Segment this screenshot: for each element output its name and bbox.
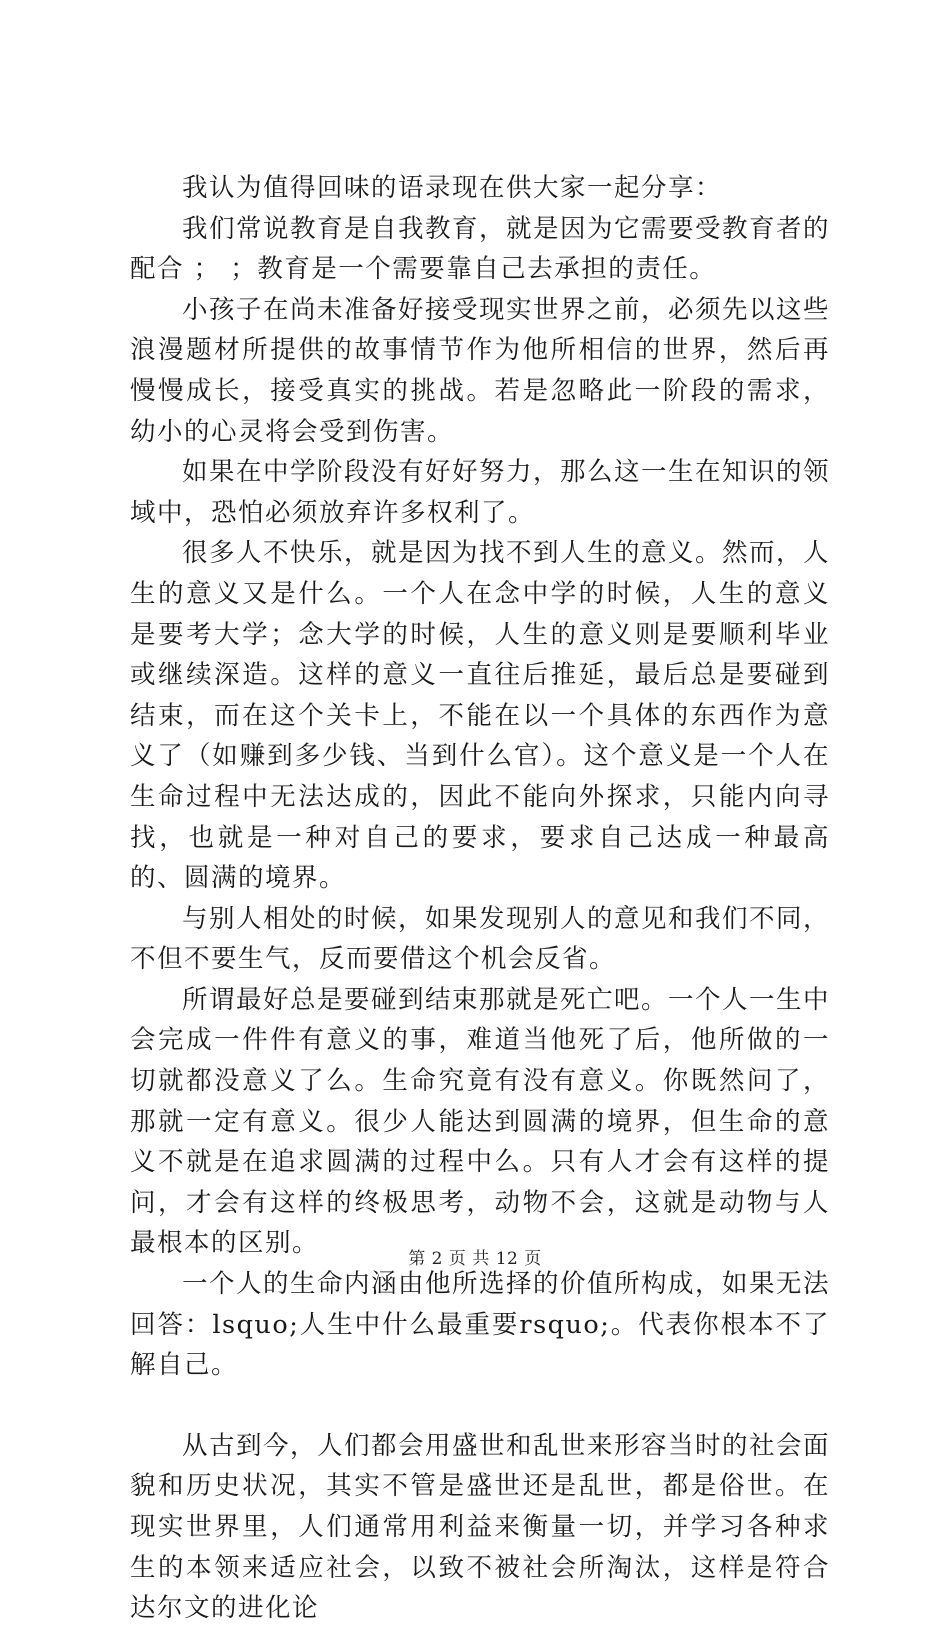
paragraph-secular-world: 从古到今，人们都会用盛世和乱世来形容当时的社会面貌和历史状况，其实不管是盛世还是乱世，都是俗世。在现实世界里，人们通常用利益来衡量一切，并学习各种求生的本领来适应社会，以致不被社会所淘汰，这样是符合达尔文的进化论 [130,1430,831,1624]
paragraph-meaning-of-life: 很多人不快乐，就是因为找不到人生的意义。然而，人生的意义又是什么。一个人在念中学的时候，人生的意义是要考大学；念大学的时候，人生的意义则是要顺利毕业或继续深造。这样的意义一直往后推延，最后总是要碰到结束，而在这个关卡上，不能在以一个具体的东西作为意义了（如赚到多少钱、当到什么官）。这个意义是一个人在生命过程中无法达成的，因此不能向外探求，只能内向寻找，也就是一种对自己的要求，要求自己达成一种最高的、圆满的境界。 [130,538,831,894]
paragraph-getting-along: 与别人相处的时候，如果发现别人的意见和我们不同，不但不要生气，反而要借这个机会反省。 [130,903,831,975]
page-number-footer: 第 2 页 共 12 页 [408,1249,542,1269]
paragraph-life-values: 一个人的生命内涵由他所选择的价值所构成，如果无法回答：lsquo;人生中什么最重要rsquo;。代表你根本不了解自己。 [130,1269,831,1381]
paragraph-middle-school: 如果在中学阶段没有好好努力，那么这一生在知识的领域中，恐怕必须放弃许多权利了。 [130,457,831,528]
paragraph-children-reality: 小孩子在尚未准备好接受现实世界之前，必须先以这些浪漫题材所提供的故事情节作为他所相信的世界，然后再慢慢成长，接受真实的挑战。若是忽略此一阶段的需求，幼小的心灵将会受到伤害。 [130,294,831,447]
paragraph-self-education: 我们常说教育是自我教育，就是因为它需要受教育者的配合 ； ；教育是一个需要靠自己去承担的责任。 [130,213,831,285]
paragraph-death-meaning: 所谓最好总是要碰到结束那就是死亡吧。一个人一生中会完成一件件有意义的事，难道当他死了后，他所做的一切就都没意义了么。生命究竟有没有意义。你既然问了，那就一定有意义。很少人能达到圆满的境界，但生命的意义不就是在追求圆满的过程中么。只有人才会有这样的提问，才会有这样的终极思考，动物不会，这就是动物与人最根本的区别。 [130,984,831,1259]
paragraph-intro: 我认为值得回味的语录现在供大家一起分享： [182,173,723,203]
document-body [130,168,830,1629]
